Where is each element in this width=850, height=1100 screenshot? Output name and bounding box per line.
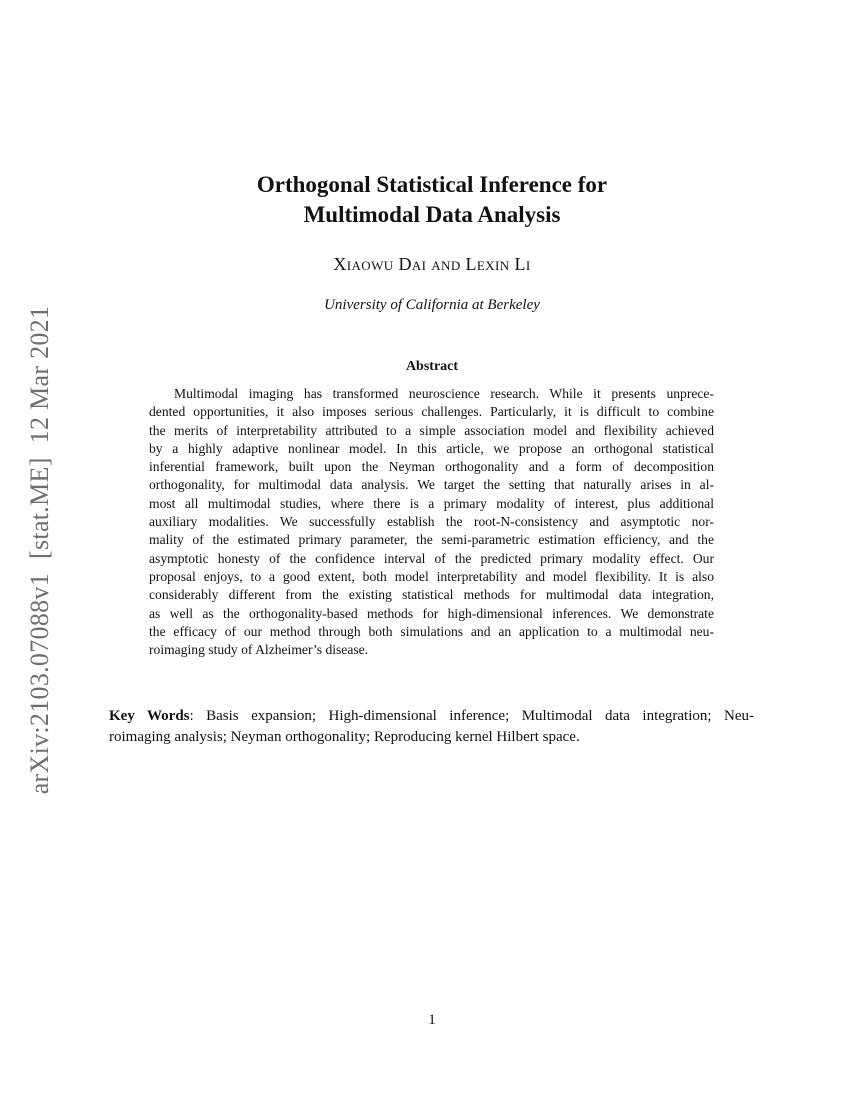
title-line-1: Orthogonal Statistical Inference for — [256, 172, 608, 197]
abstract-line: asymptotic honesty of the confidence interval of the predicted primary modality effect. Our — [149, 550, 714, 566]
arxiv-id[interactable]: arXiv:2103.07088v1 — [25, 572, 54, 795]
abstract-line: roimaging study of Alzheimer’s disease. — [149, 642, 369, 658]
abstract-line: mality of the estimated primary parameter, the semi-parametric estimation efficiency, and the — [149, 532, 714, 548]
abstract-line: the merits of interpretability attributed to a simple association model and flexibility achieved — [149, 422, 714, 438]
abstract-line: dented opportunities, it also imposes serious challenges. Particularly, it is difficult to combine — [149, 404, 714, 420]
arxiv-stamp — [25, 306, 55, 795]
abstract-line: the efficacy of our method through both simulations and an application to a multimodal neu- — [149, 623, 714, 639]
page-number: 1 — [428, 1012, 436, 1028]
abstract-line: inferential framework, built upon the Neyman orthogonality and a form of decomposition — [149, 459, 714, 475]
abstract-heading: Abstract — [405, 359, 459, 374]
abstract-line: considerably different from the existing statistical methods for multimodal data integration, — [149, 587, 714, 603]
keywords-label: Key Words — [109, 708, 190, 724]
affiliation: University of California at Berkeley — [324, 297, 540, 313]
keywords-text-1: : Basis expansion; High-dimensional inference; Multimodal data integration; Neu- — [189, 708, 754, 724]
abstract-line: proposal enjoys, to a good extent, both model interpretability and model flexibility. It is also — [149, 568, 714, 584]
arxiv-date: 12 Mar 2021 — [25, 305, 54, 444]
keywords — [109, 706, 754, 748]
abstract-body — [149, 385, 714, 659]
abstract-line: auxiliary modalities. We successfully establish the root-N-consistency and asymptotic nor- — [149, 514, 714, 530]
authors: Xiaowu Dai and Lexin Li — [333, 254, 531, 274]
keywords-line-1 — [109, 706, 754, 727]
abstract-line: most all multimodal studies, where there is a primary modality of interest, plus additional — [149, 495, 714, 511]
title-line-2: Multimodal Data Analysis — [303, 202, 561, 227]
paper-title — [0, 170, 850, 230]
keywords-line-2: roimaging analysis; Neyman orthogonality; Reproducing kernel Hilbert space. — [109, 729, 580, 745]
abstract-line: Multimodal imaging has transformed neuroscience research. While it presents unprece- — [174, 386, 714, 401]
abstract-line: orthogonality, for multimodal data analysis. We target the setting that naturally arises in al- — [149, 477, 714, 493]
abstract-line: by a highly adaptive nonlinear model. In this article, we propose an orthogonal statistical — [149, 440, 714, 456]
abstract-line: as well as the orthogonality-based methods for high-dimensional inferences. We demonstrate — [149, 605, 714, 621]
arxiv-category: [stat.ME] — [25, 457, 54, 559]
